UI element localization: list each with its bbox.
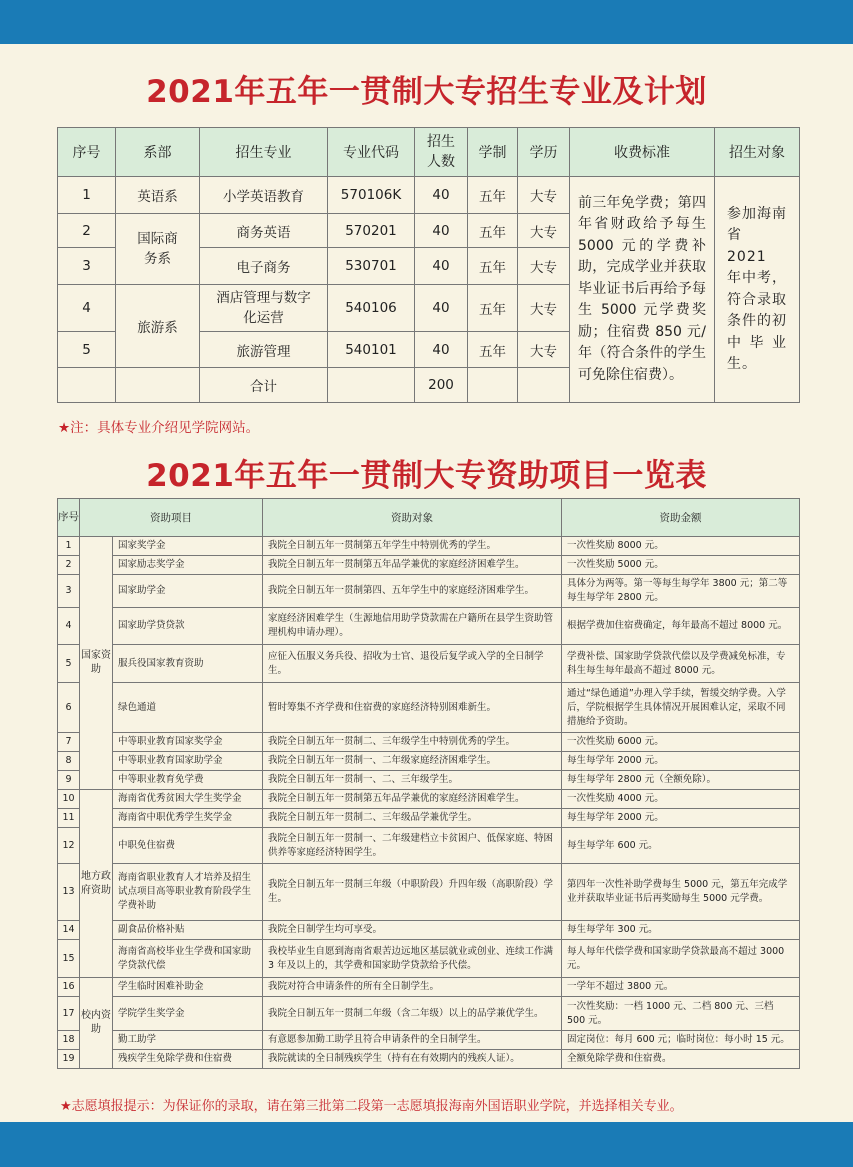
dept-business: 国际商务系 bbox=[116, 214, 200, 285]
table-row: 14 副食品价格补贴 我院全日制学生均可享受。 每生每学年 300 元。 bbox=[58, 921, 800, 940]
row-major: 商务英语 bbox=[200, 214, 328, 248]
header-years: 学制 bbox=[468, 128, 518, 177]
header-seq: 序号 bbox=[58, 128, 116, 177]
group-national: 国家资助 bbox=[80, 537, 113, 790]
table-row: 15 海南省高校毕业生学费和国家助学贷款代偿 我校毕业生自愿到海南省艰苦边远地区基层就业或创业、连续工作满 3 年及以上的，其学费和国家助学贷款给予代偿。 每人每年代偿学费和国家助学贷款最高不超过 3000 元。 bbox=[58, 940, 800, 978]
enrollment-plan-table bbox=[57, 127, 800, 403]
enrollment-target: 参加海南省 2021 年中考，符合录取条件的初中毕业生。 bbox=[715, 177, 800, 403]
table-row: 19 残疾学生免除学费和住宿费 我院就读的全日制残疾学生（持有在有效期内的残疾人证）。 全额免除学费和住宿费。 bbox=[58, 1050, 800, 1069]
row-code: 570106K bbox=[328, 177, 415, 214]
row-code: 530701 bbox=[328, 248, 415, 285]
row-major: 酒店管理与数字化运营 bbox=[200, 285, 328, 332]
total-label: 合计 bbox=[200, 368, 328, 403]
financial-aid-table bbox=[57, 498, 800, 1069]
row-level: 大专 bbox=[518, 332, 570, 368]
row-level: 大专 bbox=[518, 248, 570, 285]
table-row: 4 国家助学贷贷款 家庭经济困难学生（生源地信用助学贷款需在户籍所在县学生资助管理机构申请办理）。 根据学费加住宿费确定，每年最高不超过 8000 元。 bbox=[58, 608, 800, 645]
table-row bbox=[58, 177, 800, 214]
row-level: 大专 bbox=[518, 285, 570, 332]
row-code: 570201 bbox=[328, 214, 415, 248]
table-row: 17 学院学生奖学金 我院全日制五年一贯制二年级（含二年级）以上的品学兼优学生。 一次性奖励：一档 1000 元、二档 800 元、三档 500 元。 bbox=[58, 997, 800, 1031]
row-count: 40 bbox=[415, 332, 468, 368]
row-code: 540106 bbox=[328, 285, 415, 332]
row-years: 五年 bbox=[468, 332, 518, 368]
aid-header-row bbox=[58, 499, 800, 537]
table-row: 10 地方政府资助 海南省优秀贫困大学生奖学金 我院全日制五年一贯制第五年品学兼优的家庭经济困难学生。 一次性奖励 4000 元。 bbox=[58, 790, 800, 809]
table-row: 6 绿色通道 暂时筹集不齐学费和住宿费的家庭经济特别困难新生。 通过“绿色通道”办理入学手续，暂缓交纳学费。入学后，学院根据学生具体情况开展困难认定，采取不同措施给予资助。 bbox=[58, 683, 800, 733]
row-count: 40 bbox=[415, 214, 468, 248]
row-seq: 4 bbox=[58, 285, 116, 332]
row-level: 大专 bbox=[518, 177, 570, 214]
plan-title: 2021年五年一贯制大专招生专业及计划 bbox=[146, 74, 707, 110]
table-row: 8 中等职业教育国家助学金 我院全日制五年一贯制一、二年级家庭经济困难学生。 每生每学年 2000 元。 bbox=[58, 752, 800, 771]
header-level: 学历 bbox=[518, 128, 570, 177]
plan-header-row bbox=[58, 128, 800, 177]
total-value: 200 bbox=[415, 368, 468, 403]
table-row: 7 中等职业教育国家奖学金 我院全日制五年一贯制二、三年级学生中特别优秀的学生。 一次性奖励 6000 元。 bbox=[58, 733, 800, 752]
dept-english: 英语系 bbox=[116, 177, 200, 214]
table-row: 3 国家助学金 我院全日制五年一贯制第四、五年学生中的家庭经济困难学生。 具体分为两等。第一等每生每学年 3800 元；第二等每生每学年 2800 元。 bbox=[58, 575, 800, 608]
table-row: 13 海南省职业教育人才培养及招生试点项目高等职业教育阶段学生学费补助 我院全日制五年一贯制三年级（中职阶段）升四年级（高职阶段）学生。 第四年一次性补助学费每生 5000 元，第五年完成学业并获取毕业证书后再奖励每生 5000 元学费。 bbox=[58, 864, 800, 921]
header-fee: 收费标准 bbox=[570, 128, 715, 177]
table-row: 5 服兵役国家教育资助 应征入伍服义务兵役、招收为士官、退役后复学或入学的全日制学生。 学费补偿、国家助学贷款代偿以及学费减免标准，专科生每生每年最高不超过 8000 元。 bbox=[58, 645, 800, 683]
table-row: 1 国家资助 国家奖学金 我院全日制五年一贯制第五年学生中特别优秀的学生。 一次性奖励 8000 元。 bbox=[58, 537, 800, 556]
aid-title: 2021年五年一贯制大专资助项目一览表 bbox=[146, 458, 707, 494]
row-years: 五年 bbox=[468, 177, 518, 214]
header-code: 专业代码 bbox=[328, 128, 415, 177]
table-row: 2 国家励志奖学金 我院全日制五年一贯制第五年品学兼优的家庭经济困难学生。 一次性奖励 5000 元。 bbox=[58, 556, 800, 575]
header-count: 招生人数 bbox=[415, 128, 468, 177]
group-local: 地方政府资助 bbox=[80, 790, 113, 978]
header-target: 招生对象 bbox=[715, 128, 800, 177]
plan-note: ★注：具体专业介绍见学院网站。 bbox=[58, 420, 260, 436]
fee-standard: 前三年免学费；第四年省财政给予每生 5000 元的学费补助，完成学业并获取毕业证书后再给予每生 5000 元学费奖励；住宿费 850 元/年（符合条件的学生可免除住宿费）。 bbox=[570, 177, 715, 403]
row-code: 540101 bbox=[328, 332, 415, 368]
row-seq: 1 bbox=[58, 177, 116, 214]
row-seq: 2 bbox=[58, 214, 116, 248]
table-row: 11 海南省中职优秀学生奖学金 我院全日制五年一贯制二、三年级品学兼优学生。 每生每学年 2000 元。 bbox=[58, 809, 800, 828]
group-school: 校内资助 bbox=[80, 978, 113, 1069]
table-row: 18 勤工助学 有意愿参加勤工助学且符合申请条件的全日制学生。 固定岗位：每月 600 元；临时岗位：每小时 15 元。 bbox=[58, 1031, 800, 1050]
aid-header-seq: 序号 bbox=[58, 499, 80, 537]
row-count: 40 bbox=[415, 285, 468, 332]
application-tip: ★志愿填报提示：为保证你的录取，请在第三批第二段第一志愿填报海南外国语职业学院，并选择相关专业。 bbox=[60, 1099, 683, 1114]
bottom-band bbox=[0, 1122, 853, 1167]
dept-tourism: 旅游系 bbox=[116, 285, 200, 368]
top-band bbox=[0, 0, 853, 44]
row-level: 大专 bbox=[518, 214, 570, 248]
aid-header-target: 资助对象 bbox=[263, 499, 562, 537]
row-major: 小学英语教育 bbox=[200, 177, 328, 214]
aid-header-amount: 资助金额 bbox=[562, 499, 800, 537]
row-major: 旅游管理 bbox=[200, 332, 328, 368]
row-seq: 3 bbox=[58, 248, 116, 285]
row-years: 五年 bbox=[468, 214, 518, 248]
header-major: 招生专业 bbox=[200, 128, 328, 177]
aid-header-project: 资助项目 bbox=[80, 499, 263, 537]
row-years: 五年 bbox=[468, 285, 518, 332]
table-row: 16 校内资助 学生临时困难补助金 我院对符合申请条件的所有全日制学生。 一学年不超过 3800 元。 bbox=[58, 978, 800, 997]
table-row: 9 中等职业教育免学费 我院全日制五年一贯制一、二、三年级学生。 每生每学年 2800 元（全额免除）。 bbox=[58, 771, 800, 790]
header-dept: 系部 bbox=[116, 128, 200, 177]
table-row: 12 中职免住宿费 我院全日制五年一贯制一、二年级建档立卡贫困户、低保家庭、特困供养等家庭经济特困学生。 每生每学年 600 元。 bbox=[58, 828, 800, 864]
row-count: 40 bbox=[415, 177, 468, 214]
row-count: 40 bbox=[415, 248, 468, 285]
row-seq: 5 bbox=[58, 332, 116, 368]
row-major: 电子商务 bbox=[200, 248, 328, 285]
row-years: 五年 bbox=[468, 248, 518, 285]
